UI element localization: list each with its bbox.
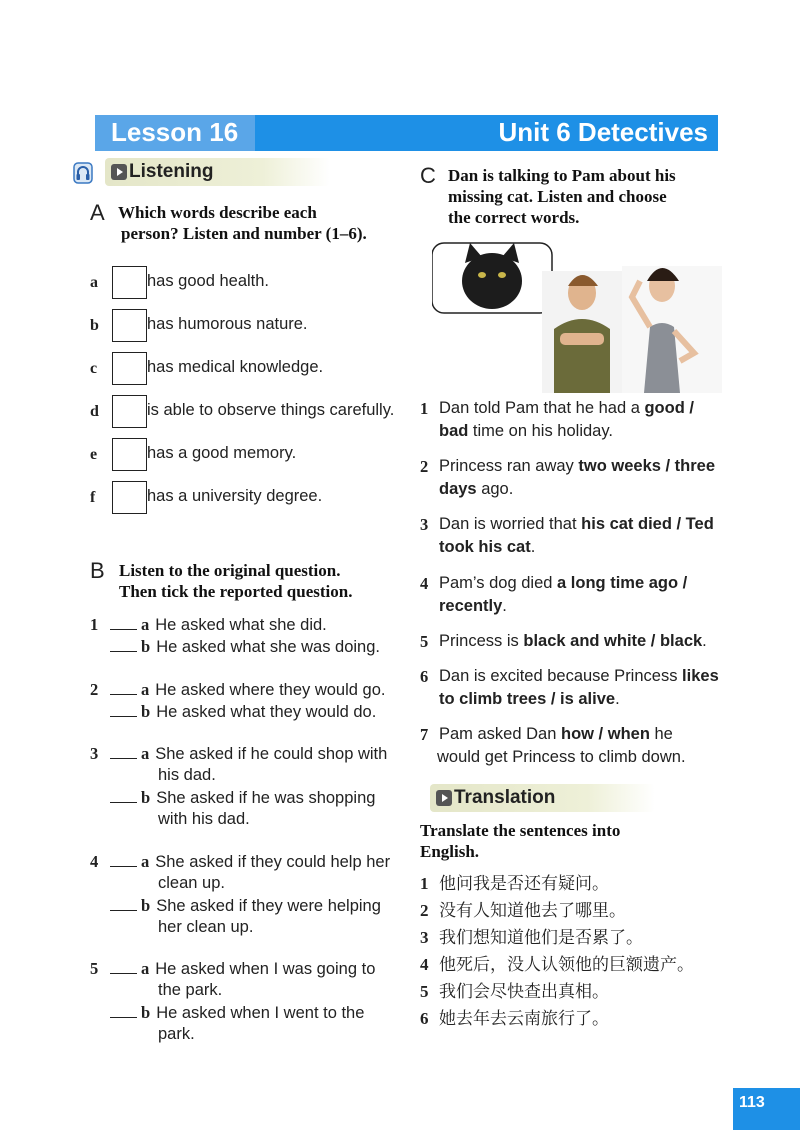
section-a-instruction bbox=[118, 202, 367, 244]
item-text: ago. bbox=[476, 480, 514, 498]
section-b-instruction-line1: Listen to the original question. bbox=[119, 561, 341, 580]
option-letter: a bbox=[141, 959, 150, 978]
question-number: 5 bbox=[90, 959, 99, 978]
item-number: 6 bbox=[420, 1009, 429, 1028]
chinese-sentence: 他问我是否还有疑问。 bbox=[439, 874, 609, 894]
item-text: has humorous nature. bbox=[147, 315, 308, 333]
item-number: 3 bbox=[420, 928, 429, 947]
item-letter: a bbox=[90, 274, 98, 291]
choice-text: recently bbox=[439, 597, 503, 615]
item-text: has good health. bbox=[147, 272, 270, 290]
item-number: 3 bbox=[420, 515, 429, 534]
item-text: . bbox=[502, 597, 507, 615]
item-number: 4 bbox=[420, 574, 429, 593]
item-number: 6 bbox=[420, 667, 429, 686]
tick-blank[interactable] bbox=[110, 702, 137, 717]
item-number: 1 bbox=[420, 874, 429, 893]
tick-blank[interactable] bbox=[110, 788, 137, 803]
section-b-letter: B bbox=[90, 558, 105, 583]
item-text: he bbox=[649, 725, 673, 743]
option-text: He asked where they would go. bbox=[155, 681, 386, 699]
choice-text: days bbox=[439, 480, 477, 498]
tick-blank[interactable] bbox=[110, 1003, 137, 1018]
dan-and-pam-illustration bbox=[432, 241, 722, 393]
option-text-continued: clean up. bbox=[158, 874, 225, 892]
option-letter: a bbox=[141, 744, 150, 763]
choice-text: his cat died / Ted bbox=[581, 515, 714, 533]
answer-box[interactable] bbox=[112, 438, 147, 471]
tick-blank[interactable] bbox=[110, 852, 137, 867]
option-letter: b bbox=[141, 702, 151, 721]
play-icon bbox=[436, 790, 452, 806]
item-text: has a good memory. bbox=[147, 444, 297, 462]
section-b-instruction-line2: Then tick the reported question. bbox=[119, 582, 353, 601]
translation-item bbox=[420, 980, 609, 1004]
option-letter: b bbox=[141, 637, 151, 656]
woman-figure bbox=[622, 266, 722, 393]
option-text: She asked if he could shop with bbox=[155, 745, 388, 763]
item-letter: e bbox=[90, 446, 98, 463]
choice-text: bad bbox=[439, 422, 469, 440]
choice-text: likes bbox=[682, 667, 719, 685]
choice-text: black and white / black bbox=[523, 632, 703, 650]
section-c-instruction-line1: Dan is talking to Pam about his bbox=[448, 166, 676, 185]
item-text: has medical knowledge. bbox=[147, 358, 324, 376]
man-figure bbox=[542, 271, 622, 393]
answer-box[interactable] bbox=[112, 309, 147, 342]
item-text: Princess ran away bbox=[439, 457, 579, 475]
item-letter: b bbox=[90, 317, 99, 334]
tick-blank[interactable] bbox=[110, 680, 137, 695]
option-text-continued: park. bbox=[158, 1025, 195, 1043]
tick-blank[interactable] bbox=[110, 959, 137, 974]
chinese-sentence: 她去年去云南旅行了。 bbox=[439, 1009, 609, 1029]
option-text: He asked when I was going to bbox=[155, 960, 376, 978]
item-letter: c bbox=[90, 360, 98, 377]
section-c-instruction-line2: missing cat. Listen and choose bbox=[448, 187, 667, 206]
item-text: . bbox=[615, 690, 620, 708]
unit-title: Unit 6 Detectives bbox=[498, 117, 708, 147]
option-text-continued: the park. bbox=[158, 981, 223, 999]
play-icon bbox=[111, 164, 127, 180]
headphones-icon bbox=[73, 162, 93, 184]
listening-heading bbox=[105, 158, 330, 186]
option-text-continued: her clean up. bbox=[158, 918, 254, 936]
translation-instruction bbox=[420, 820, 620, 862]
item-number: 5 bbox=[420, 982, 429, 1001]
item-number: 1 bbox=[420, 399, 429, 418]
choice-text: how / when bbox=[560, 725, 650, 743]
item-text: Dan told Pam that he had a bbox=[439, 399, 645, 417]
option-text: She asked if they were helping bbox=[156, 897, 381, 915]
option-letter: b bbox=[141, 896, 151, 915]
option-text: He asked what they would do. bbox=[156, 703, 377, 721]
option-text: He asked what she did. bbox=[155, 616, 327, 634]
choice-text: took his cat bbox=[439, 538, 531, 556]
choice-text: to climb trees / is alive bbox=[439, 690, 616, 708]
item-number: 7 bbox=[420, 725, 429, 744]
item-text: Princess is bbox=[439, 632, 524, 650]
item-number: 2 bbox=[420, 901, 429, 920]
question-number: 1 bbox=[90, 615, 99, 634]
item-number: 4 bbox=[420, 955, 429, 974]
item-text: Dan is worried that bbox=[439, 515, 582, 533]
item-text: Pam’s dog died bbox=[439, 574, 558, 592]
item-number: 2 bbox=[420, 457, 429, 476]
question-number: 4 bbox=[90, 852, 99, 871]
section-c-instruction bbox=[448, 165, 676, 228]
option-text: She asked if they could help her bbox=[155, 853, 391, 871]
translation-item bbox=[420, 926, 643, 950]
translation-heading bbox=[430, 784, 655, 812]
translation-label: Translation bbox=[454, 787, 556, 808]
answer-box[interactable] bbox=[112, 395, 147, 428]
question-number: 3 bbox=[90, 744, 99, 763]
section-a-instruction-line2: person? Listen and number (1–6). bbox=[121, 224, 367, 243]
answer-box[interactable] bbox=[112, 481, 147, 514]
item-text: Pam asked Dan bbox=[439, 725, 561, 743]
page-number-badge bbox=[733, 1088, 800, 1130]
section-a-letter: A bbox=[90, 200, 105, 225]
item-text: is able to observe things carefully. bbox=[147, 401, 395, 419]
option-text: He asked what she was doing. bbox=[156, 638, 380, 656]
answer-box[interactable] bbox=[112, 352, 147, 385]
option-text-continued: his dad. bbox=[158, 766, 216, 784]
option-letter: b bbox=[141, 788, 151, 807]
section-c-letter: C bbox=[420, 163, 436, 188]
translation-item bbox=[420, 953, 694, 977]
section-a-instruction-line1: Which words describe each bbox=[118, 203, 317, 222]
chinese-sentence: 他死后，没人认领他的巨额遗产。 bbox=[439, 955, 694, 975]
item-text: . bbox=[702, 632, 707, 650]
translation-item bbox=[420, 899, 626, 923]
page-number: 113 bbox=[739, 1094, 765, 1111]
item-letter: d bbox=[90, 403, 99, 420]
lesson-banner bbox=[95, 115, 718, 151]
lesson-title: Lesson 16 bbox=[111, 117, 239, 147]
listening-label: Listening bbox=[129, 161, 214, 182]
item-text: . bbox=[530, 538, 536, 556]
tick-blank[interactable] bbox=[110, 744, 137, 759]
translation-instruction-line1: Translate the sentences into bbox=[420, 821, 621, 840]
item-letter: f bbox=[90, 489, 96, 506]
item-number: 5 bbox=[420, 632, 429, 651]
option-text: She asked if he was shopping bbox=[156, 789, 376, 807]
tick-blank[interactable] bbox=[110, 615, 137, 630]
chinese-sentence: 我们想知道他们是否累了。 bbox=[439, 928, 643, 948]
chinese-sentence: 我们会尽快查出真相。 bbox=[439, 982, 609, 1002]
item-text: Dan is excited because Princess bbox=[439, 667, 683, 685]
option-letter: a bbox=[141, 852, 150, 871]
answer-box[interactable] bbox=[112, 266, 147, 299]
option-letter: b bbox=[141, 1003, 151, 1022]
item-text: time on his holiday. bbox=[468, 422, 613, 440]
chinese-sentence: 没有人知道他去了哪里。 bbox=[439, 901, 626, 921]
translation-instruction-line2: English. bbox=[420, 842, 480, 861]
choice-text: a long time ago / bbox=[557, 574, 688, 592]
item-text: has a university degree. bbox=[147, 487, 323, 505]
item-text: would get Princess to climb down. bbox=[437, 748, 686, 766]
option-text-continued: with his dad. bbox=[158, 810, 250, 828]
section-b-instruction bbox=[119, 560, 352, 602]
section-c-instruction-line3: the correct words. bbox=[448, 208, 580, 227]
translation-item bbox=[420, 1007, 609, 1031]
tick-blank[interactable] bbox=[110, 637, 137, 652]
question-number: 2 bbox=[90, 680, 99, 699]
choice-text: good / bbox=[644, 399, 694, 417]
tick-blank[interactable] bbox=[110, 896, 137, 911]
choice-text: two weeks / three bbox=[578, 457, 716, 475]
option-text: He asked when I went to the bbox=[156, 1004, 365, 1022]
option-letter: a bbox=[141, 615, 150, 634]
option-letter: a bbox=[141, 680, 150, 699]
translation-item bbox=[420, 872, 609, 896]
